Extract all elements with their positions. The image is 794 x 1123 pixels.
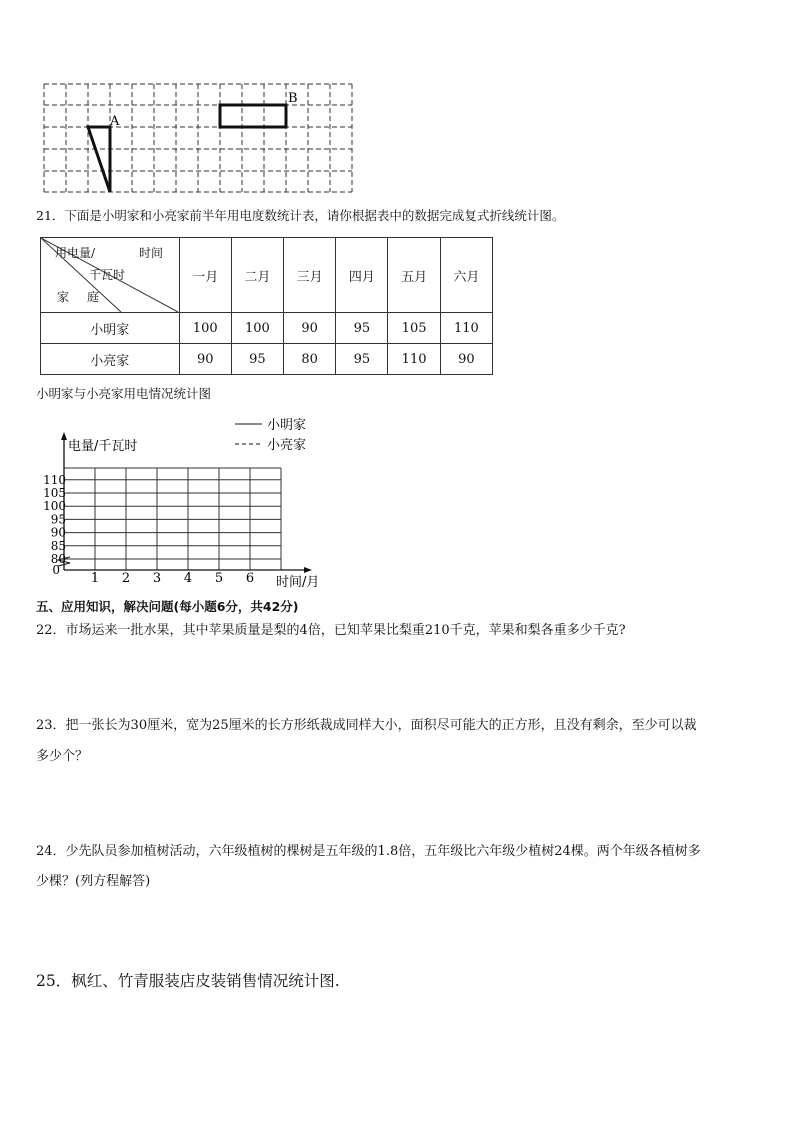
question-24-line2: 少棵？(列方程解答) [36,874,151,889]
rectangle-b [220,105,286,127]
x-axis-arrow [304,567,312,573]
x-tick-label: 5 [214,571,224,586]
x-tick-label: 3 [152,571,162,586]
y-axis-label: 电量/千瓦时 [68,439,138,454]
label-b: B [288,91,298,106]
table-cell: 90 [284,313,336,344]
y-tick-label: 80 [50,552,66,566]
question-22: 22．市场运来一批水果，其中苹果质量是梨的4倍，已知苹果比梨重210千克，苹果和梨各重多少千克? [36,623,626,638]
chart-grid [64,468,281,570]
header-unit: 千瓦时 [89,268,126,282]
chart-title: 小明家与小亮家用电情况统计图 [36,386,212,401]
table-cell: 110 [440,313,492,344]
table-cell: 110 [388,344,440,375]
y-tick-label: 85 [50,538,66,553]
grid-figure [40,80,360,198]
table-row [41,344,493,375]
y-tick-label: 110 [43,472,66,487]
row-name: 小亮家 [41,344,180,375]
table-cell: 90 [179,344,231,375]
y-tick-label: 105 [43,486,66,500]
question-25: 25．枫红、竹青服装店皮装销售情况统计图. [36,972,340,990]
x-tick-label: 6 [245,571,255,586]
table-cell: 95 [231,344,283,375]
table-cell: 105 [388,313,440,344]
x-axis-label: 时间/月 [276,575,320,590]
question-23-line1: 23．把一张长为30厘米，宽为25厘米的长方形纸裁成同样大小，面积尽可能大的正方形，且没有剩余，至少可以裁 [36,718,697,733]
origin-label: 0 [52,563,60,577]
usage-table [40,237,493,375]
month-header: 四月 [336,238,388,313]
month-header: 二月 [231,238,283,313]
header-usage: 用电量/ [55,246,96,260]
table-corner-header [41,238,180,313]
section-5-title: 五、应用知识，解决问题(每小题6分，共42分) [36,599,299,614]
y-tick-label: 90 [50,525,66,540]
q21-prompt: 21．下面是小明家和小亮家前半年用电度数统计表，请你根据表中的数据完成复式折线统计图。 [36,208,565,223]
y-tick-label: 95 [50,512,66,527]
y-axis-arrow [61,432,67,440]
header-family-1: 家 [57,290,70,304]
line-chart [30,410,350,595]
month-header: 三月 [284,238,336,313]
row-name: 小明家 [41,313,180,344]
month-header: 六月 [440,238,492,313]
table-cell: 100 [231,313,283,344]
question-23-line2: 多少个？ [36,749,89,764]
x-tick-label: 4 [183,571,193,586]
table-row [41,313,493,344]
legend-label: 小亮家 [267,438,307,453]
month-header: 一月 [179,238,231,313]
header-family-2: 庭 [87,290,100,304]
x-tick-label: 2 [121,571,131,586]
legend-label: 小明家 [267,418,307,433]
table-cell: 90 [440,344,492,375]
chart-labels [43,418,319,590]
question-24-line1: 24．少先队员参加植树活动，六年级植树的棵树是五年级的1.8倍，五年级比六年级少植树24棵。两个年级各植树多 [36,844,701,859]
x-tick-label: 1 [90,571,100,586]
table-cell: 100 [179,313,231,344]
table-cell: 80 [284,344,336,375]
triangle-a [88,127,110,192]
table-cell: 95 [336,344,388,375]
y-tick-label: 100 [43,499,66,514]
label-a: A [110,114,120,129]
header-time: 时间 [139,246,164,260]
month-header: 五月 [388,238,440,313]
table-cell: 95 [336,313,388,344]
